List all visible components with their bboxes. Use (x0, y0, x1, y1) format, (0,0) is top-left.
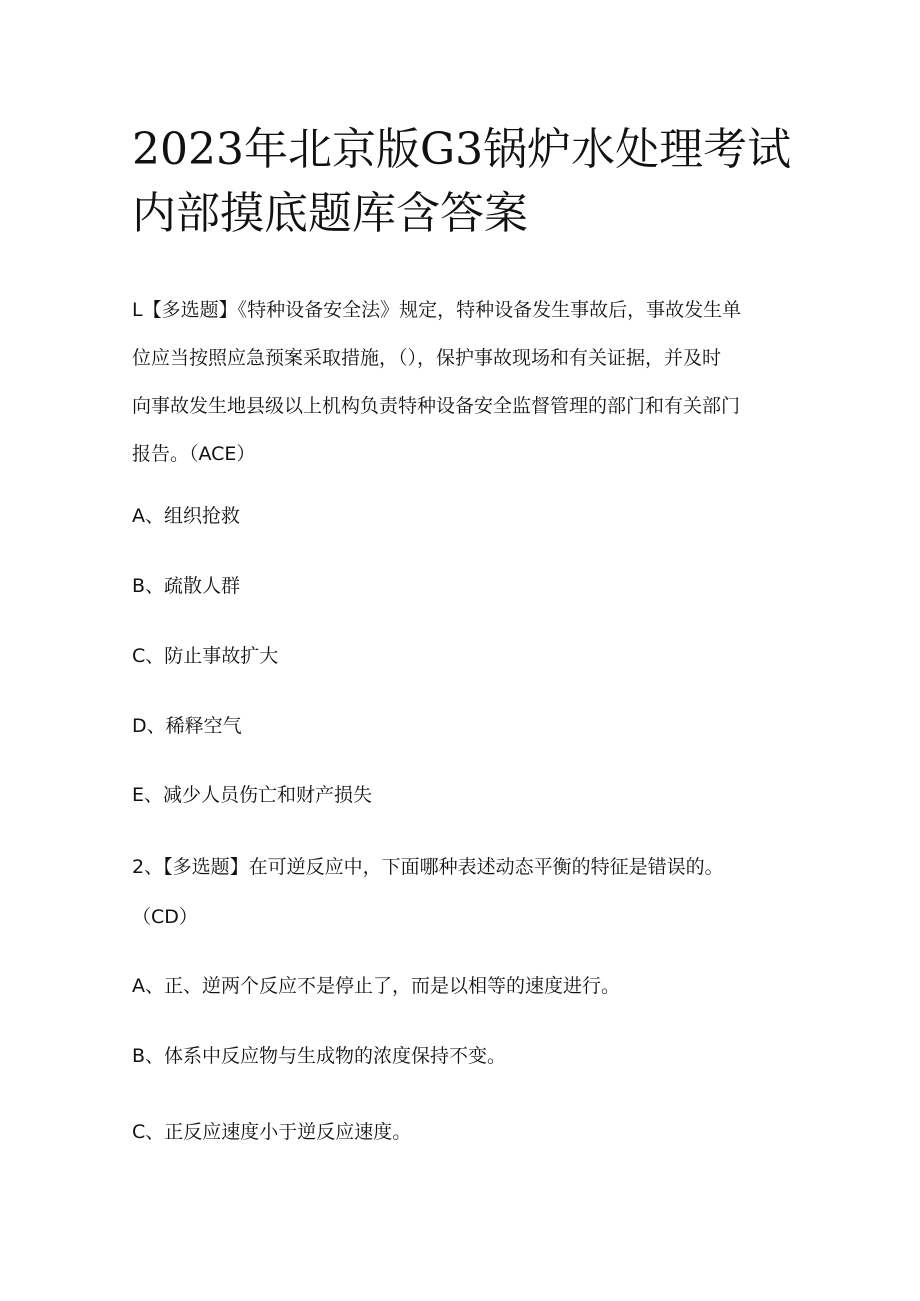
document-title (132, 118, 832, 246)
question-1-stem-line: 位应当按照应急预案采取措施，（），保护事故现场和有关证据，并及时 (132, 347, 722, 369)
question-1-stem (132, 286, 741, 478)
question-1-stem-line: 向事故发生地县级以上机构负责特种设备安全监督管理的部门和有关部门 (132, 395, 741, 417)
title-line-2: 内部摸底题库含答案 (132, 188, 528, 239)
question-2-option-a: A、正、逆两个反应不是停止了，而是以相等的速度进行。 (132, 975, 620, 997)
question-1-stem-line: 报告。（ACE） (132, 443, 256, 465)
question-2-option-b: B、体系中反应物与生成物的浓度保持不变。 (132, 1045, 507, 1067)
question-2-option-c: C、正反应速度小于逆反应速度。 (132, 1121, 412, 1143)
question-1-option-a: A、组织抢救 (132, 505, 240, 527)
question-1-stem-line: L【多选题】《特种设备安全法》规定，特种设备发生事故后，事故发生单 (132, 299, 742, 321)
question-2-stem-line: （CD） (132, 906, 198, 928)
question-1-option-b: B、疏散人群 (132, 575, 241, 597)
question-2-stem (132, 842, 724, 942)
question-1-option-d: D、稀释空气 (132, 715, 242, 737)
question-1-option-e: E、减少人员伤亡和财产损失 (132, 784, 373, 806)
title-line-1: 2023年北京版G3锅炉水处理考试 (132, 124, 792, 175)
question-2-stem-line: 2、【多选题】在可逆反应中，下面哪种表述动态平衡的特征是错误的。 (132, 856, 724, 878)
question-1-option-c: C、防止事故扩大 (132, 645, 279, 667)
